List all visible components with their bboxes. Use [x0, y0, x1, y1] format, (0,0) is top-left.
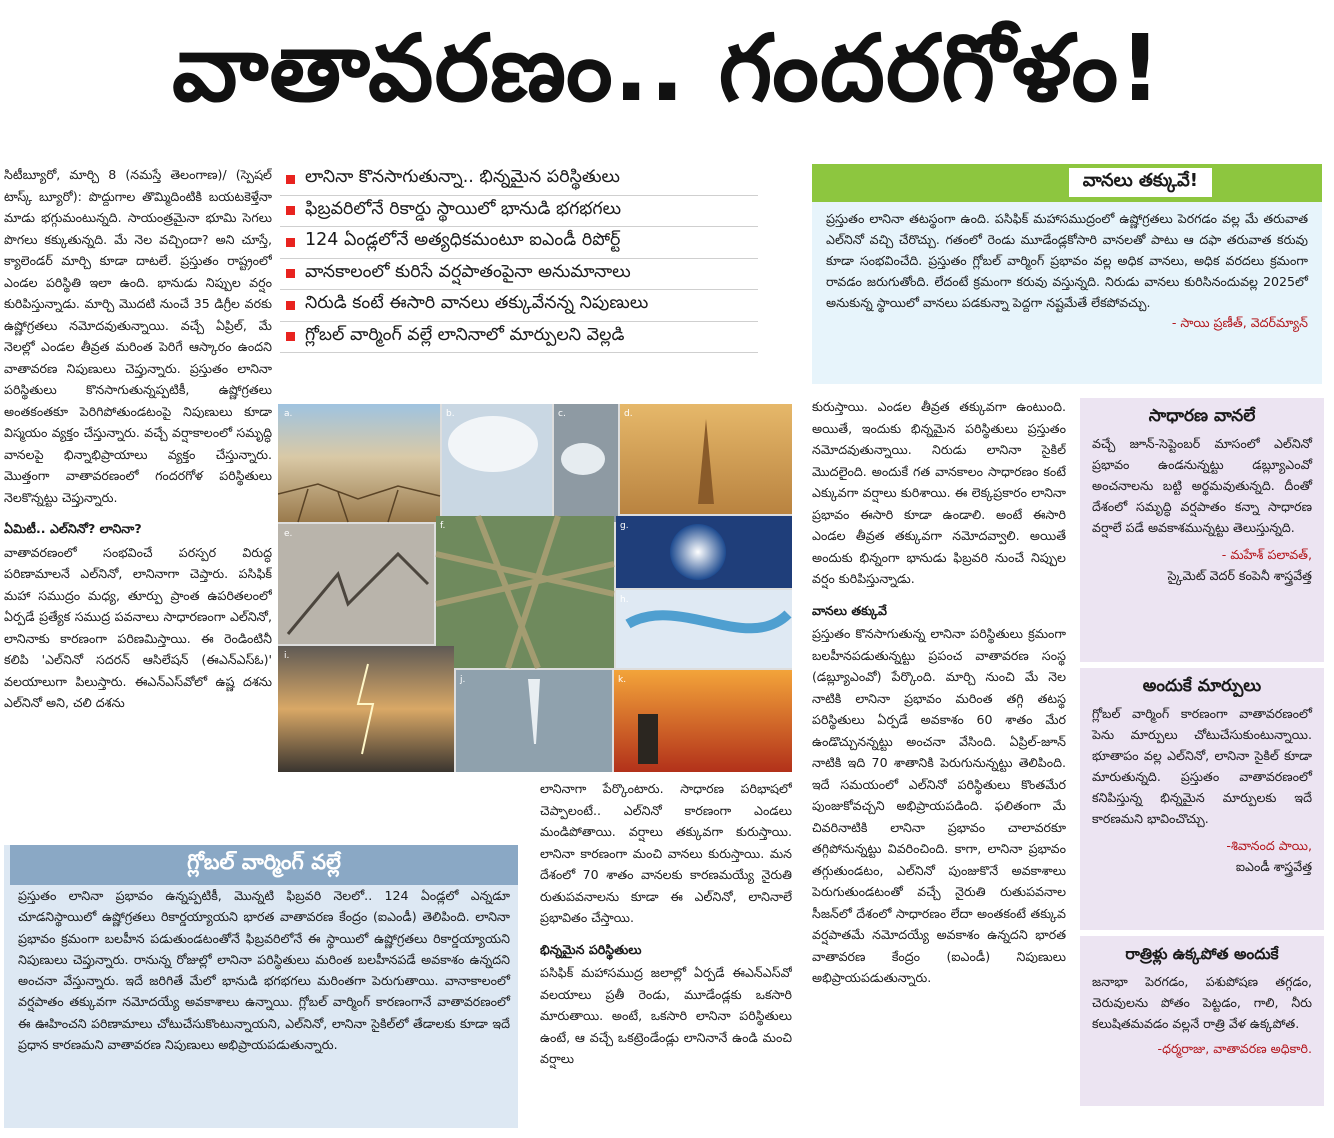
- photo-label-g: g.: [620, 521, 629, 531]
- side-box-body: వచ్చే జూన్-సెప్టెంబర్ మాసంలో ఎల్‌నినో ప్రభావం ఉండనున్నట్టు డబ్ల్యూఎంవో అంచనాలను బట్టి అర్థమవుతున్నది. దీంతో దేశంలో సమృద్ధి వర్షపాతం కన్నా సాధారణ వర్షాలే పడే అవకాశమున్నట్టు తెలుస్తున్నది.: [1092, 436, 1312, 535]
- side-box-title: సాధారణ వానలే: [1148, 406, 1256, 426]
- paragraph: వాతావరణంలో సంభవించే పరస్పర విరుద్ధ పరిణామాలనే ఎల్‌నినో, లానినాగా చెప్తారు. పసిఫిక్ మహా సముద్రం మధ్య, తూర్పు ప్రాంత ఉపరితలంలో ఏర్పడే ప్రత్యేక సముద్ర పవనాలు సాధారణంగా ఎల్‌నినో, లానినాకు కారణంగా పరిణమిస్తాయి. ఈ రెండింటినీ కలిపి 'ఎల్‌నినో సదరన్ ఆసిలేషన్ (ఈఎన్‌ఎస్‌ఓ)' వలయాలుగా పిలుస్తారు. ఈఎన్‌ఎస్‌వోలో ఉష్ణ దశను ఎల్‌నినో అని, చలి దశను: [4, 544, 272, 710]
- article-column-3: [812, 396, 1066, 1128]
- side-box-credit: -ధర్మరాజు, వాతావరణ అధికారి.: [1157, 1041, 1312, 1056]
- subhead-rain-less: వానలు తక్కువే: [812, 602, 887, 618]
- global-warming-box: [4, 845, 518, 1128]
- quote-box-credit: - సాయి ప్రణీత్, వెదర్‌మ్యాన్: [1171, 315, 1308, 330]
- photo-label-e: e.: [284, 529, 293, 539]
- paragraph: పసిఫిక్ మహాసముద్ర జలాల్లో ఏర్పడే ఈఎన్‌ఎస్‌వో వలయాలు ప్రతీ రెండు, మూడేండ్లకు ఒకసారి మారుతాయి. అంటే, ఒకసారి లానినా పరిస్థితులు ఉంటే, ఆ వచ్చే ఒకట్రెండేండ్లు లానినానే ఉండి మంచి వర్షాలు: [540, 965, 792, 1066]
- global-warming-title: గ్లోబల్ వార్మింగ్ వల్లే: [10, 845, 518, 885]
- side-box-normal-rain: [1080, 398, 1324, 662]
- quote-box-rain-less: [812, 164, 1322, 384]
- photo-label-a: a.: [284, 409, 293, 419]
- photo-a-drought: [278, 404, 440, 522]
- highlight-item: ఫిబ్రవరిలోనే రికార్డు స్థాయిలో భానుడి భగభగలు: [280, 196, 758, 228]
- side-box-title: అందుకే మార్పులు: [1142, 676, 1262, 696]
- global-warming-body: ప్రస్తుతం లానినా ప్రభావం ఉన్నప్పటికీ, మొన్నటి ఫిబ్రవరి నెలలో.. 124 ఏండ్లలో ఎన్నడూ చూడనిస్థాయిలో ఉష్ణోగ్రతలు రికార్డయ్యాయని భారత వాతావరణ కేంద్రం (ఐఎండీ) తెలిపింది. లానినా ప్రభావం క్రమంగా బలహీన పడుతుండటంతోనే ఫిబ్రవరిలోనే ఈ స్థాయిలో ఉష్ణోగ్రతలు రికార్డయ్యాయని నిపుణులు చెప్తున్నారు. రానున్న రోజుల్లో లానినా పరిస్థితులు మరింత బలహీనపడే అవకాశం ఉన్నదని అంచనా వేస్తున్నారు. ఇదే జరిగితే మేలో భానుడి భగభగలు మరింతగా పెరుగుతాయి. వానాకాలంలో వర్షపాతం తక్కువగా నమోదయ్యే అవకాశాలు ఉన్నాయి. గ్లోబల్ వార్మింగ్ కారణంగానే వాతావరణంలో ఈ ఊహించని పరిణామాలు చోటుచేసుకొంటున్నాయని, ఎల్‌నినో, లానినా సైకిల్‌లో తేడాలకు కూడా ఇదే ప్రధాన కారణమని వాతావరణ నిపుణులు అభిప్రాయపడుతున్నారు.: [18, 888, 510, 1053]
- photo-label-h: h.: [620, 595, 629, 605]
- bullet-square-icon: [286, 332, 295, 341]
- paragraph: కురుస్తాయి. ఎండల తీవ్రత తక్కువగా ఉంటుంది. అయితే, ఇందుకు భిన్నమైన పరిస్థితులు ప్రస్తుతం నమోదవుతున్నాయి. నిరుడు లానినా సైకిల్ మొదలైంది. అందుకే గత వానకాలం సాధారణం కంటే ఎక్కువగా వర్షాలు కురిశాయి. ఈ లెక్కప్రకారం లానినా ప్రభావం ఈసారి కూడా ఉండాలి. అంటే ఈసారి ఎండల తీవ్రత తక్కువగా నమోదవ్వాలి. అయితే అందుకు భిన్నంగా భానుడు ఫిబ్రవరి నుంచే నిప్పుల వర్షం కురిపిస్తున్నాడు.: [812, 399, 1066, 586]
- quote-box-header: [812, 164, 1322, 202]
- quote-box-body: ప్రస్తుతం లానినా తటస్థంగా ఉంది. పసిఫిక్ మహాసముద్రంలో ఉష్ణోగ్రతలు పెరగడం వల్ల మే తరువాత ఎల్‌నినో వచ్చి చేరొచ్చు. గతంలో రెండు మూడేండ్లకోసారి వానలతో పాటు ఆ దఫా తరువాత కరువు కూడా సంభవించేది. ప్రస్తుతం గ్లోబల్ వార్మింగ్ ప్రభావం వల్ల అధిక వానలు, అధిక వరదలు క్రమంగా రావడం జరుగుతోంది. లేదంటే క్రమంగా కరువు వస్తున్నది. నిరుడు వానలు కురిసినందువల్ల 2025లో అనుకున్న స్థాయిలో వానలు పడకున్నా పెద్దగా నష్టమేతే లేకపోవచ్చు.: [826, 211, 1308, 310]
- paragraph: ప్రస్తుతం కొనసాగుతున్న లానినా పరిస్థితులు క్రమంగా బలహీనపడుతున్నట్టు ప్రపంచ వాతావరణ సంస్థ (డబ్ల్యూఎంవో) పేర్కొంది. మార్చి నుంచి మే నెల నాటికి లానినా ప్రభావం మరింత తగ్గి తటస్థ పరిస్థితులు ఏర్పడే అవకాశం 60 శాతం మేర ఉండొచ్చునన్నట్టు అంచనా వేసింది. ఏప్రిల్-జూన్ నాటికి ఇది 70 శాతానికి పెరుగునున్నట్టు తెలిపింది. ఇదే సమయంలో ఎల్‌నినో పరిస్థితులు కొంతమేర పుంజుకోవచ్చని అభిప్రాయపడింది. ఫలితంగా మే చివరినాటికి లానినా ప్రభావం చాలావరకూ తగ్గిపోనున్నట్టు వివరించింది. కాగా, లానినా ప్రభావం తగ్గుతుండటం, ఎల్‌నినో పుంజుకొనే అవకాశాలు పెరుగుతుండటంతో వచ్చే నైరుతి రుతుపవనాల సీజన్‌లో దేశంలో సాధారణం లేదా అంతకంటే తక్కువ వర్షపాతమే నమోదయ్యే అవకాశం ఉన్నదని భారత వాతావరణ కేంద్రం (ఐఎండీ) నిపుణులు అభిప్రాయపడుతున్నారు.: [812, 626, 1066, 985]
- photo-label-j: j.: [460, 675, 466, 685]
- lead-paragraph: సిటీబ్యూరో, మార్చి 8 (నమస్తే తెలంగాణ)/ (స్పెషల్ టాస్క్ బ్యూరో): పొద్దుగాల తొమ్మిదింటికి బయటకెళ్తేనా మాడు భగ్గుమంటున్నది. సాయంత్రమైనా భూమి సెగలు పొగలు కక్కుతున్నది. మే నెల వచ్చిందా? అని చూస్తే, క్యాలెండర్ మార్చి కూడా దాటలే. ప్రస్తుతం రాష్ట్రంలో ఎండల పరిస్థితి ఇలా ఉంది. భానుడు నిప్పుల వర్షం కురిపిస్తున్నాడు. మార్చి మొదటి నుంచే 35 డిగ్రీల వరకు ఉష్ణోగ్రతలు నమోదవుతున్నాయి. వచ్చే ఏప్రిల్, మే నెలల్లో ఎండల తీవ్రత మరింత పెరిగే ఆస్కారం ఉందని వాతావరణ నిపుణులు చెప్తున్నారు. ప్రస్తుతం లానినా పరిస్థితులు కొనసాగుతున్నప్పటికీ, ఉష్ణోగ్రతలు అంతకంతకూ పెరిగిపోతుండటంపై నిపుణులు కూడా విస్మయం వ్యక్తం చేస్తున్నారు. వచ్చే వర్షాకాలంలో సమృద్ధి వానలపై భిన్నాభిప్రాయాలు వ్యక్తం చేస్తున్నారు. మొత్తంగా వాతావరణంలో గందరగోళ పరిస్థితులు నెలకొన్నట్టు చెప్తున్నారు.: [4, 167, 272, 505]
- side-box-role: స్కైమెట్ వెదర్ కంపెనీ శాస్త్రవేత్త: [1167, 568, 1312, 583]
- side-box-body: జనాభా పెరగడం, పశుపోషణ తగ్గడం, చెరువులను పోతం పెట్టడం, గాలి, నీరు కలుషితమవడం వల్లనే రాత్రి వేళ ఉక్కపోత.: [1092, 974, 1312, 1031]
- quote-box-title: వానలు తక్కువే!: [1069, 168, 1212, 197]
- bullet-square-icon: [286, 269, 295, 278]
- side-box-changes: [1080, 668, 1324, 930]
- bullet-square-icon: [286, 301, 295, 310]
- side-box-credit: -శివానంద పాయి,: [1226, 838, 1312, 853]
- photo-label-c: c.: [558, 409, 566, 419]
- collage-image: [278, 404, 792, 772]
- side-box-title: రాత్రిళ్లు ఉక్కపోత అందుకే: [1125, 945, 1279, 963]
- article-column-1: [4, 164, 272, 832]
- highlight-item: నిరుడి కంటే ఈసారి వానలు తక్కువేనన్న నిపుణులు: [280, 290, 758, 322]
- photo-label-b: b.: [446, 409, 455, 419]
- subhead-elnino: ఏమిటీ.. ఎల్‌నినో? లానినా?: [4, 521, 142, 536]
- climate-photo-collage: [278, 404, 792, 772]
- photo-label-f: f.: [440, 521, 446, 531]
- side-box-role: ఐఎండీ శాస్త్రవేత్త: [1235, 859, 1312, 874]
- side-box-night-heat: [1080, 936, 1324, 1106]
- highlight-item: వానకాలంలో కురిసే వర్షపాతంపైనా అనుమానాలు: [280, 259, 758, 291]
- highlight-item: లానినా కొనసాగుతున్నా.. భిన్నమైన పరిస్థితులు: [280, 164, 758, 196]
- photo-i-lightning: [278, 646, 454, 772]
- photo-label-k: k.: [618, 675, 627, 685]
- highlight-item: గ్లోబల్ వార్మింగ్ వల్లే లానినాలో మార్పులని వెల్లడి: [280, 322, 758, 354]
- highlights-list: [280, 164, 758, 353]
- bullet-square-icon: [286, 206, 295, 215]
- side-box-body: గ్లోబల్ వార్మింగ్ కారణంగా వాతావరణంలో పెను మార్పులు చోటుచేసుకుంటున్నాయి. భూతాపం వల్ల ఎల్‌నినో, లానినా సైకిల్ కూడా మారుతున్నది. ప్రస్తుతం వాతావరణంలో కనిపిస్తున్న భిన్నమైన మార్పులకు ఇదే కారణమని భావించొచ్చు.: [1092, 706, 1312, 826]
- headline: వాతావరణం.. గందరగోళం!: [171, 15, 1163, 122]
- side-box-credit: - మహేశ్ పలావత్,: [1221, 547, 1312, 562]
- bullet-square-icon: [286, 238, 295, 247]
- photo-label-d: d.: [624, 409, 633, 419]
- photo-e-quake: [278, 524, 434, 644]
- highlight-item: 124 ఏండ్లలోనే అత్యధికమంటూ ఐఎండీ రిపోర్ట్: [280, 227, 758, 259]
- paragraph: లానినాగా పేర్కొంటారు. సాధారణ పరిభాషలో చెప్పాలంటే.. ఎల్‌నినో కారణంగా ఎండలు మండిపోతాయి. వర్షాలు తక్కువగా కురుస్తాయి. లానినా కారణంగా మంచి వానలు కురుస్తాయి. మన దేశంలో 70 శాతం వానలకు కారణమయ్యే నైరుతి రుతుపవనాలను కూడా ఈ ఎల్‌నినో, లానినాలే ప్రభావితం చేస్తాయి.: [540, 781, 792, 925]
- bullet-square-icon: [286, 175, 295, 184]
- subhead-different-conditions: భిన్నమైన పరిస్థితులు: [540, 941, 642, 957]
- photo-label-i: i.: [284, 651, 290, 661]
- photo-f-flood: [436, 516, 614, 668]
- article-column-2: [540, 778, 792, 1128]
